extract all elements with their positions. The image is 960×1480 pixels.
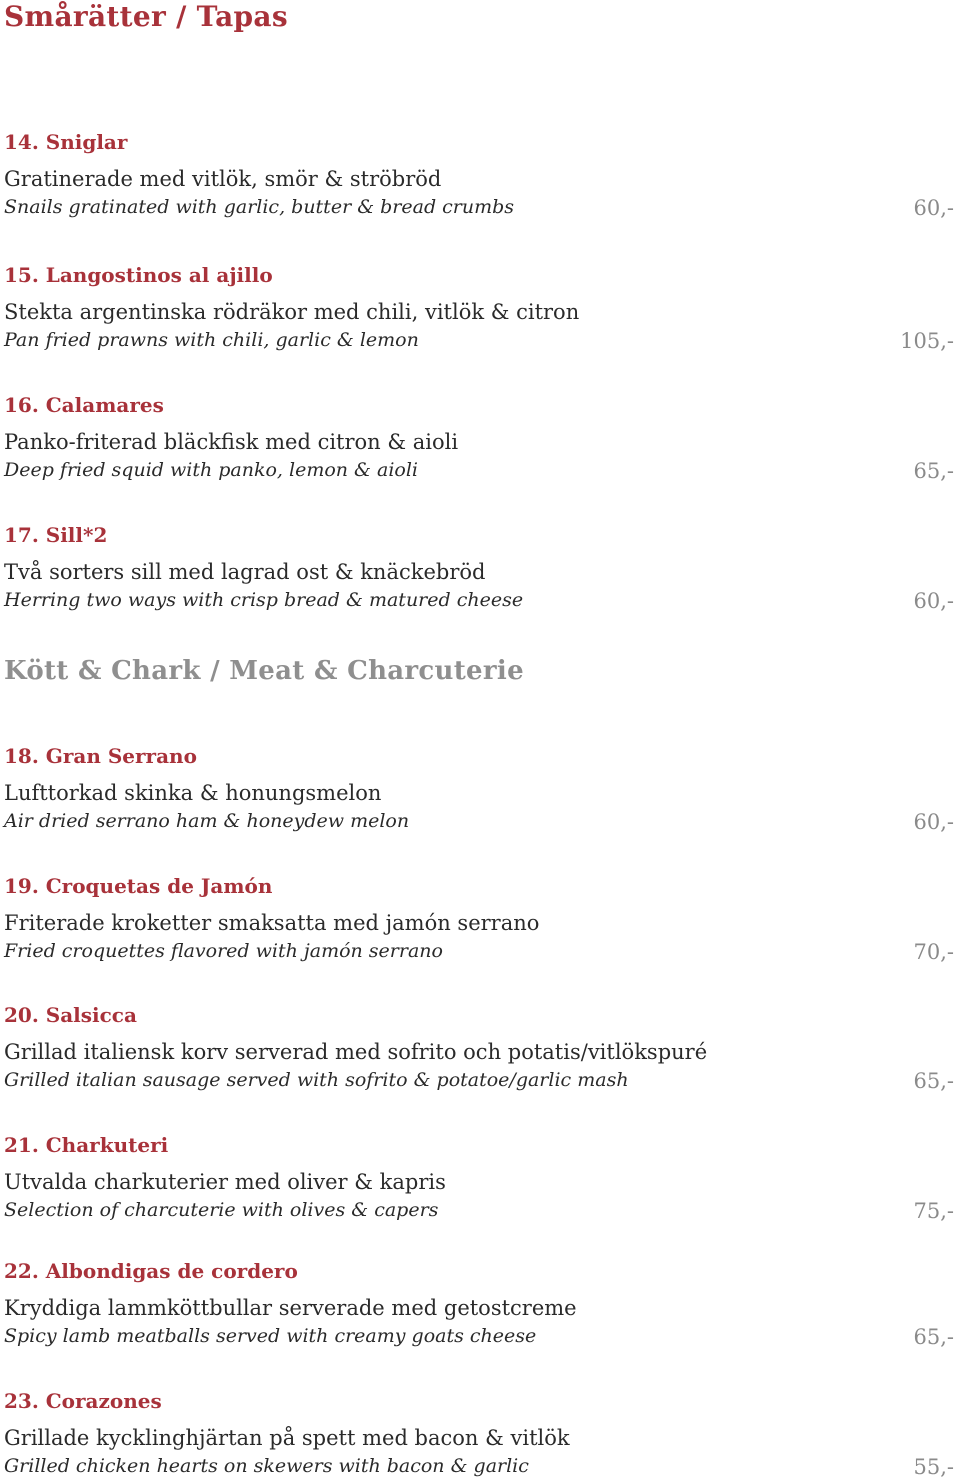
item-price: 65,-	[913, 459, 954, 483]
section-title-meat: Kött & Chark / Meat & Charcuterie	[4, 656, 524, 686]
item-description-en: Herring two ways with crisp bread & matured cheese	[4, 589, 524, 611]
item-description-en: Pan fried prawns with chili, garlic & lemon	[4, 329, 419, 351]
menu-item	[0, 263, 960, 369]
item-price: 60,-	[913, 589, 954, 613]
menu-item	[0, 523, 960, 629]
item-description-sv: Grillad italiensk korv serverad med sofrito och potatis/vitlökspuré	[4, 1040, 708, 1064]
item-name: 22. Albondigas de cordero	[4, 1259, 298, 1283]
item-description-sv: Panko-friterad bläckfisk med citron & aioli	[4, 430, 459, 454]
item-price: 65,-	[913, 1325, 954, 1349]
item-price: 70,-	[913, 940, 954, 964]
menu-item	[0, 393, 960, 499]
menu-item	[0, 1133, 960, 1239]
item-description-en: Grilled chicken hearts on skewers with bacon & garlic	[4, 1455, 529, 1477]
item-name: 19. Croquetas de Jamón	[4, 874, 273, 898]
item-name: 20. Salsicca	[4, 1003, 137, 1027]
item-name: 14. Sniglar	[4, 130, 128, 154]
item-description-en: Grilled italian sausage served with sofrito & potatoe/garlic mash	[4, 1069, 629, 1091]
section-title-tapas: Smårätter / Tapas	[4, 0, 288, 33]
item-description-en: Fried croquettes flavored with jamón serrano	[4, 940, 443, 962]
item-name: 18. Gran Serrano	[4, 744, 197, 768]
item-price: 65,-	[913, 1069, 954, 1093]
menu-item	[0, 1259, 960, 1365]
item-description-sv: Utvalda charkuterier med oliver & kapris	[4, 1170, 446, 1194]
menu-item	[0, 744, 960, 850]
item-description-en: Selection of charcuterie with olives & capers	[4, 1199, 439, 1221]
item-description-en: Deep fried squid with panko, lemon & aioli	[4, 459, 419, 481]
item-name: 17. Sill*2	[4, 523, 108, 547]
item-description-sv: Gratinerade med vitlök, smör & ströbröd	[4, 167, 442, 191]
item-description-en: Air dried serrano ham & honeydew melon	[4, 810, 410, 832]
menu-item	[0, 874, 960, 980]
item-description-sv: Friterade kroketter smaksatta med jamón serrano	[4, 911, 540, 935]
item-name: 15. Langostinos al ajillo	[4, 263, 273, 287]
item-price: 105,-	[900, 329, 954, 353]
item-description-en: Snails gratinated with garlic, butter & bread crumbs	[4, 196, 515, 218]
item-price: 55,-	[913, 1455, 954, 1479]
item-price: 75,-	[913, 1199, 954, 1223]
menu-item	[0, 130, 960, 236]
menu-item	[0, 1389, 960, 1480]
item-description-en: Spicy lamb meatballs served with creamy goats cheese	[4, 1325, 537, 1347]
item-description-sv: Kryddiga lammköttbullar serverade med getostcreme	[4, 1296, 577, 1320]
item-name: 23. Corazones	[4, 1389, 162, 1413]
item-price: 60,-	[913, 810, 954, 834]
item-description-sv: Grillade kycklinghjärtan på spett med bacon & vitlök	[4, 1426, 570, 1450]
item-price: 60,-	[913, 196, 954, 220]
item-description-sv: Stekta argentinska rödräkor med chili, vitlök & citron	[4, 300, 580, 324]
menu-item	[0, 1003, 960, 1109]
item-name: 16. Calamares	[4, 393, 164, 417]
item-name: 21. Charkuteri	[4, 1133, 169, 1157]
item-description-sv: Lufttorkad skinka & honungsmelon	[4, 781, 382, 805]
item-description-sv: Två sorters sill med lagrad ost & knäckebröd	[4, 560, 486, 584]
